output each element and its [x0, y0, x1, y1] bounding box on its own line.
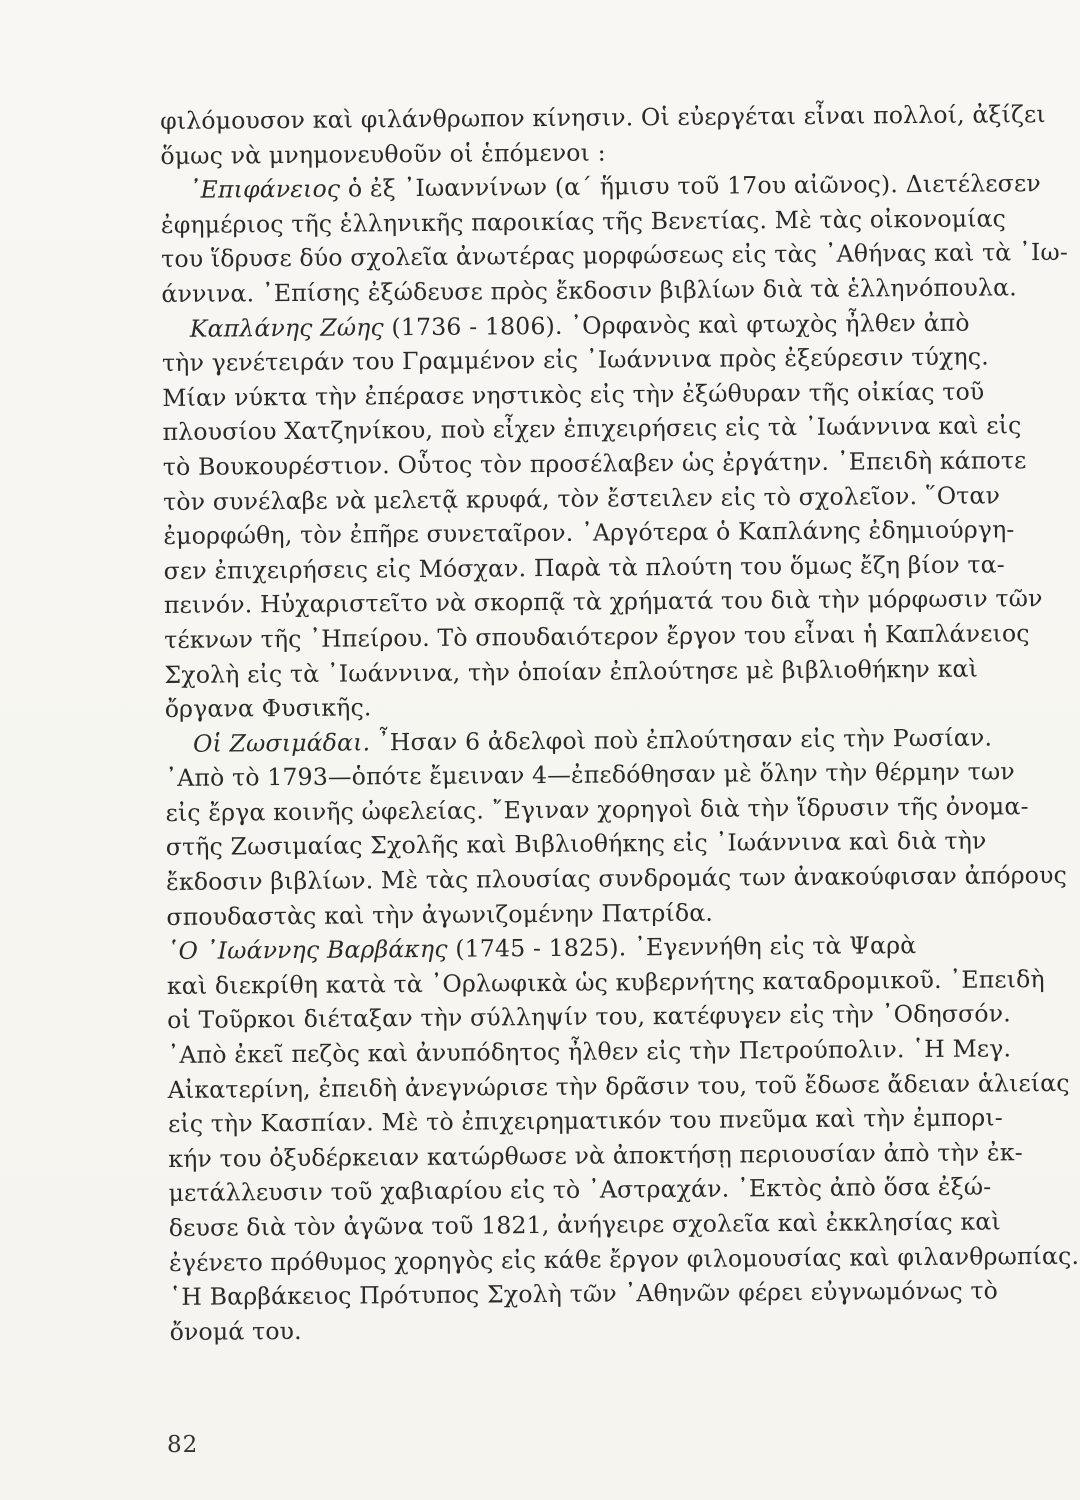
line-text: τέκνων τῆς ᾿Ηπείρου. Τὸ σπουδαιότερον ἔργον του εἶναι ἡ Καπλάνειος [164, 619, 1030, 654]
person-name: ῾Ο ᾿Ιωάννης Βαρβάκης [166, 935, 448, 966]
person-name: ᾿Επιφάνειος [188, 174, 341, 204]
page-number: 82 [167, 1432, 199, 1458]
line-text: πεινόν. Ηὐχαριστεῖτο νὰ σκορπᾷ τὰ χρήματά του διὰ τὴν μόρφωσιν τῶν [163, 584, 1043, 620]
line-text: σεν ἐπιχειρήσεις εἰς Μόσχαν. Παρὰ τὰ πλούτη του ὅμως ἔζη βίον τα- [163, 550, 1005, 585]
line-text: Αἰκατερίνη, ἐπειδὴ ἀνεγνώρισε τὴν δρᾶσιν του, τοῦ ἔδωσε ἄδειαν ἁλιείας [167, 1068, 1070, 1104]
line-text: σπουδαστὰς καὶ τὴν ἀγωνιζομένην Πατρίδα. [166, 898, 714, 931]
text-line [170, 1308, 1040, 1349]
line-text: (1745 - 1825). ᾿Εγεννήθη εἰς τὰ Ψαρὰ [447, 931, 917, 964]
line-text: ῾Η Βαρβάκειος Πρότυπος Σχολὴ τῶν ᾿Αθηνῶν φέρει εὐγνωμόνως τὸ [169, 1276, 999, 1312]
line-text: ὁ ἐξ ᾿Ιωαννίνων (α΄ ἥμισυ τοῦ 17ου αἰῶνος). Διετέλεσεν [340, 169, 1041, 203]
line-text: ἐφημέριος τῆς ἑλληνικῆς παροικίας τῆς Βενετίας. Μὲ τὰς οἰκονομίας [160, 204, 1007, 239]
line-text: ἐγένετο πρόθυμος χορηγὸς εἰς κάθε ἔργον φιλομουσίας καὶ φιλανθρωπίας. [168, 1241, 1080, 1277]
line-text: άννινα. ᾿Επίσης ἐξώδευσε πρὸς ἔκδοσιν βιβλίων διὰ τὰ ἑλληνόπουλα. [161, 273, 1017, 308]
line-text: εἰς τὴν Κασπίαν. Μὲ τὸ ἐπιχειρηματικόν του πνεῦμα καὶ τὴν ἐμπορι- [167, 1103, 1003, 1139]
body-text [160, 97, 1080, 1349]
line-text: (1736 - 1806). ᾿Ορφανὸς καὶ φτωχὸς ἦλθεν ἀπὸ [383, 308, 970, 341]
line-text: φιλόμουσον καὶ φιλάνθρωπον κίνησιν. Οἱ εὐεργέται εἶναι πολλοί, ἀξίζει [160, 100, 1046, 135]
line-text: ῏Ησαν 6 ἀδελφοὶ ποὺ ἐπλούτησαν εἰς τὴν Ρωσίαν. [370, 723, 993, 757]
line-text: τὴν γενέτειράν του Γραμμένον εἰς ᾿Ιωάννινα πρὸς ἐξεύρεσιν τύχης. [161, 342, 989, 378]
line-text: ὄνομά του. [169, 1316, 302, 1346]
line-text: δευσε διὰ τὸν ἀγῶνα τοῦ 1821, ἀνήγειρε σχολεῖα καὶ ἐκκλησίας καὶ [168, 1207, 1001, 1242]
line-text: μετάλλευσιν τοῦ χαβιαρίου εἰς τὸ ᾿Αστραχάν. ᾿Εκτὸς ἀπὸ ὅσα ἐξώ- [168, 1172, 992, 1208]
text-line [169, 1273, 1039, 1314]
line-text: Μίαν νύκτα τὴν ἐπέρασε νηστικὸς εἰς τὴν ἐξώθυραν τῆς οἰκίας τοῦ [162, 377, 985, 412]
line-text: στῆς Ζωσιμαίας Σχολῆς καὶ Βιβλιοθήκης εἰς ᾿Ιωάννινα καὶ διὰ τὴν [165, 827, 987, 862]
line-text: ᾿Απὸ ἐκεῖ πεζὸς καὶ ἀνυπόδητος ἦλθεν εἰς τὴν Πετρούπολιν. ῾Η Μεγ. [167, 1034, 1012, 1070]
line-text: ἔκδοσιν βιβλίων. Μὲ τὰς πλουσίας συνδρομάς των ἀνακούφισαν ἀπόρους [166, 860, 1068, 897]
line-text: τὸ Βουκουρέστιον. Οὗτος τὸν προσέλαβεν ὡς ἐργάτην. ᾿Επειδὴ κάποτε [162, 446, 1027, 481]
line-text: τὸν συνέλαβε νὰ μελετᾷ κρυφά, τὸν ἔστειλεν εἰς τὸ σχολεῖον. ῞Οταν [163, 480, 1001, 516]
line-text: Σχολὴ εἰς τὰ ᾿Ιωάννινα, τὴν ὁποίαν ἐπλούτησε μὲ βιβλιοθήκην καὶ [164, 654, 979, 689]
line-text: κήν του ὀξυδέρκειαν κατώρθωσε νὰ ἀποκτήσῃ περιουσίαν ἀπὸ τὴν ἐκ- [168, 1138, 1023, 1173]
text-line [164, 651, 1034, 692]
line-text: πλουσίου Χατζηνίκου, ποὺ εἶχεν ἐπιχειρήσεις εἰς τὰ ᾿Ιωάννινα καὶ εἰς [162, 411, 1022, 447]
person-name: Οἱ Ζωσιμάδαι. [192, 728, 371, 758]
line-text: εἰς ἔργα κοινῆς ὠφελείας. ῎Εγιναν χορηγοὶ διὰ τὴν ἵδρυσιν τῆς ὀνομα- [165, 792, 1029, 827]
line-text: οἱ Τοῦρκοι διέταξαν τὴν σύλληψίν του, κατέφυγεν εἰς τὴν ᾿Οδησσόν. [167, 999, 1011, 1035]
text-line [160, 97, 1046, 138]
line-text: ὅμως νὰ μνημονευθοῦν οἱ ἑπόμενοι : [160, 138, 606, 170]
line-text: του ἵδρυσε δύο σχολεῖα ἀνωτέρας μορφώσεως εἰς τὰς ᾿Αθήνας καὶ τὰ ᾿Ιω- [161, 238, 1069, 274]
line-text: ὄργανα Φυσικῆς. [164, 693, 372, 724]
person-name: Καπλάνης Ζώης [189, 312, 384, 343]
text-line [166, 858, 1068, 899]
line-text: ᾿Απὸ τὸ 1793—ὁπότε ἔμειναν 4—ἐπεδόθησαν μὲ ὅλην τὴν θέρμην των [165, 757, 1015, 793]
line-text: ἐμορφώθη, τὸν ἐπῆρε συνεταῖρον. ᾿Αργότερα ὁ Καπλάνης ἐδημιούργη- [163, 515, 1015, 551]
line-text: καὶ διεκρίθη κατὰ τὰ ᾿Ορλωφικὰ ὡς κυβερνήτης καταδρομικοῦ. ᾿Επειδὴ [166, 964, 1045, 1000]
